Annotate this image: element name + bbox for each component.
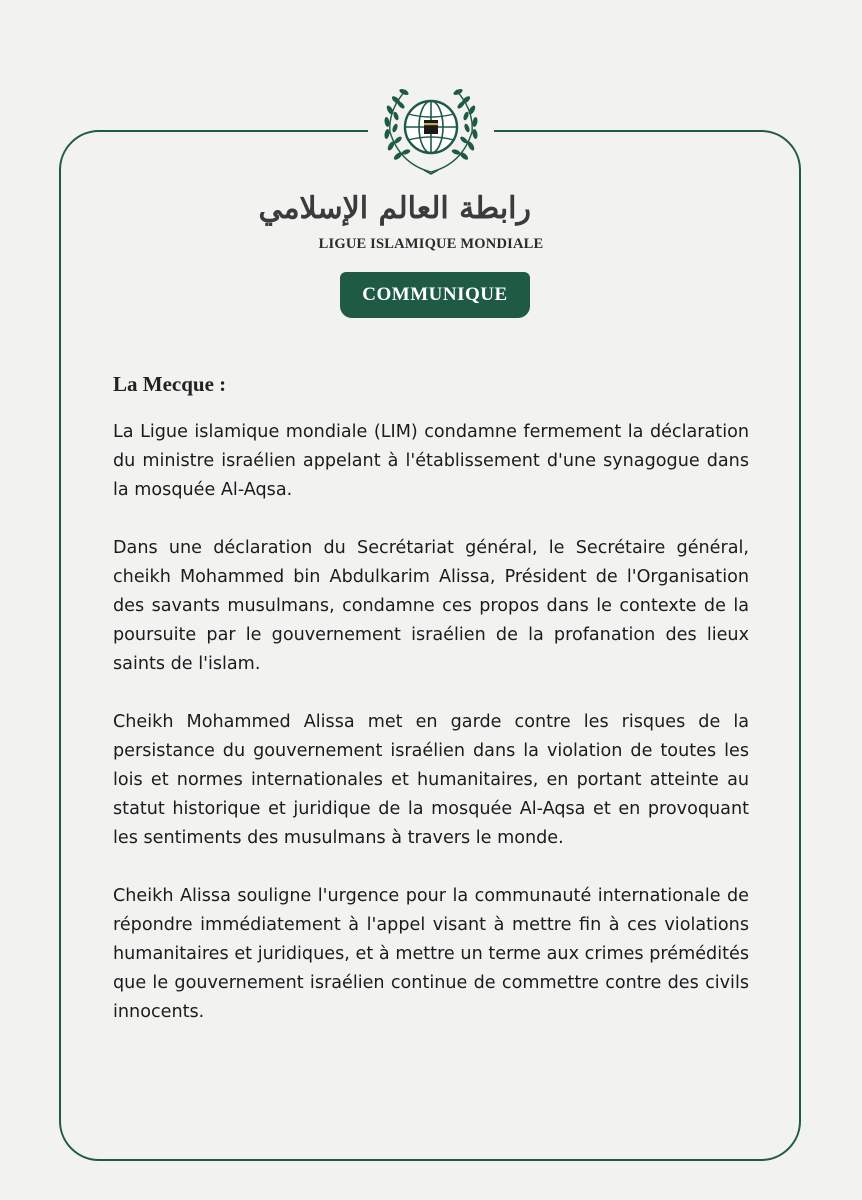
paragraph: Cheikh Mohammed Alissa met en garde contre les risques de la persistance du gouvernement israélien dans la violation de toutes les lois et normes internationales et humanitaires, en portant atteinte au statut historique et juridique de la mosquée Al-Aqsa et en provoquant les sentiments des musulmans à travers le monde.	[113, 712, 749, 848]
organization-name: LIGUE ISLAMIQUE MONDIALE	[318, 236, 544, 252]
communique-body	[113, 418, 749, 1056]
paragraph: Cheikh Alissa souligne l'urgence pour la communauté internationale de répondre immédiatement à l'appel visant à mettre fin à ces violations humanitaires et juridiques, et à mettre un terme aux crimes prémédités que le gouvernement israélien continue de commettre contre des civils innocents.	[113, 886, 749, 1022]
paragraph: La Ligue islamique mondiale (LIM) condamne fermement la déclaration du ministre israélien appelant à l'établissement d'une synagogue dans la mosquée Al-Aqsa.	[113, 422, 749, 500]
dateline: La Mecque :	[113, 372, 227, 396]
globe-laurel-emblem-icon	[378, 82, 484, 178]
paragraph: Dans une déclaration du Secrétariat général, le Secrétaire général, cheikh Mohammed bin Abdulkarim Alissa, Président de l'Organisation des savants musulmans, condamne ces propos dans le contexte de la poursuite par le gouvernement israélien de la profanation des lieux saints de l'islam.	[113, 538, 749, 674]
organization-arabic-title: رابطة العالم الإسلامي	[258, 191, 531, 226]
communique-badge: COMMUNIQUE	[340, 272, 530, 318]
